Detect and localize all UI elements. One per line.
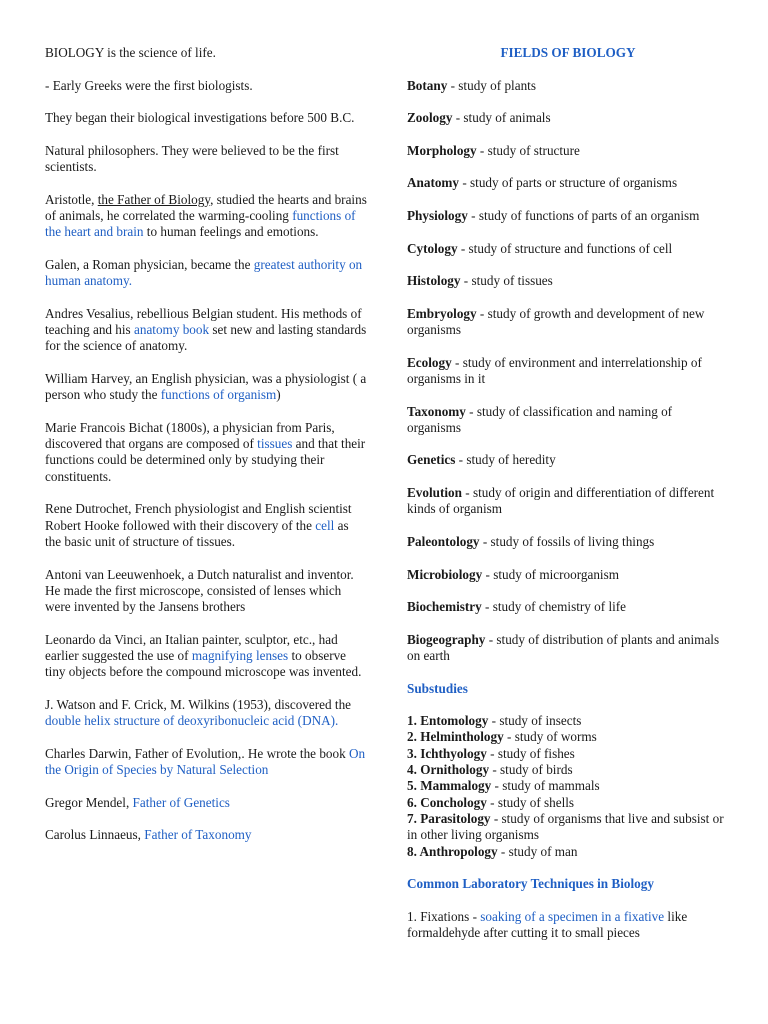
substudy-description: - study of birds: [489, 762, 573, 778]
text-run: set new and lasting standards for the science of anatomy.: [45, 322, 367, 354]
field-item: [407, 306, 729, 339]
substudy-term: 4. Ornithology: [407, 762, 490, 778]
bold-term: Rene Dutrochet,: [45, 501, 132, 517]
bold-term: William Harvey: [45, 370, 129, 386]
substudy-description: - study of insects: [488, 713, 582, 729]
substudy-description: - study of man: [497, 843, 578, 859]
field-description: - study of functions of parts of an organism: [467, 207, 700, 223]
text-run: , a Dutch naturalist and inventor. He made the first microscope, consisted of lenses which were invented by the Jansens brothers: [45, 566, 354, 615]
field-description: - study of microorganism: [482, 566, 619, 582]
field-term: Microbiology: [407, 566, 483, 582]
substudy-item: [407, 844, 729, 860]
text-run: , rebellious Belgian student. His methods of teaching and his: [45, 305, 362, 338]
highlight-text: tissues: [257, 436, 293, 452]
highlight-text: functions of organism: [160, 387, 277, 403]
field-term: Histology: [407, 273, 461, 289]
history-paragraph: [45, 827, 367, 843]
history-paragraph: [45, 78, 367, 94]
field-description: - study of heredity: [455, 452, 556, 468]
technique-item: [407, 909, 729, 942]
text-run: discovered the: [271, 696, 352, 712]
field-item: [407, 175, 729, 191]
field-item: [407, 110, 729, 126]
substudy-description: - study of worms: [503, 729, 597, 745]
text-run: like formaldehyde after cutting it to small pieces: [407, 908, 688, 941]
text-run: ,: [125, 794, 133, 810]
text-run: (1800s), a physician from Paris, discovered that organs are composed of: [45, 419, 335, 452]
text-run: an Italian painter, sculptor, etc., had earlier suggested the use of: [45, 631, 338, 663]
field-term: Paleontology: [407, 533, 480, 549]
field-term: Evolution: [407, 485, 462, 501]
highlight-text: anatomy book: [134, 322, 210, 338]
field-item: [407, 534, 729, 550]
history-paragraph: [45, 257, 367, 290]
field-item: [407, 355, 729, 388]
field-description: - study of classification and naming of organisms: [407, 403, 673, 435]
bold-term: Leonardo da Vinci,: [45, 631, 147, 647]
field-term: Embryology: [407, 305, 477, 321]
substudy-description: - study of organisms that live and subsist or in other living organisms: [407, 810, 724, 843]
field-term: Anatomy: [407, 175, 460, 191]
history-paragraph: [45, 192, 367, 241]
field-term: Biochemistry: [407, 599, 482, 615]
field-item: [407, 273, 729, 289]
history-paragraph: [45, 110, 367, 126]
substudies-heading: Substudies: [407, 680, 468, 696]
highlight-text: Father of Taxonomy: [144, 827, 252, 843]
bold-term: Robert Hooke: [45, 517, 120, 533]
field-term: Physiology: [407, 207, 468, 223]
substudies-list: [407, 713, 729, 860]
field-item: [407, 567, 729, 583]
field-term: Taxonomy: [407, 403, 466, 419]
text-run: followed with their discovery of the: [119, 517, 316, 533]
bold-term: Gregor Mendel: [45, 794, 126, 810]
highlight-text: Father of Genetics: [132, 794, 230, 810]
field-item: [407, 632, 729, 665]
field-term: Ecology: [407, 354, 452, 370]
field-description: - study of origin and differentiation of different kinds of organism: [407, 485, 715, 517]
text-run: -: [469, 908, 481, 924]
field-description: - study of structure: [476, 142, 580, 158]
text-run: , an English physician, was a physiologist ( a person who study the: [45, 370, 367, 403]
history-paragraph: [45, 567, 367, 616]
highlight-text: magnifying lenses: [191, 647, 289, 663]
field-item: [407, 599, 729, 615]
field-item: [407, 241, 729, 257]
bold-term: Andres Vesalius: [45, 305, 131, 321]
field-description: - study of chemistry of life: [481, 599, 627, 615]
substudy-term: 8. Anthropology: [407, 843, 498, 859]
field-term: Botany: [407, 77, 448, 93]
bold-term: J. Watson and F. Crick, M. Wilkins (1953),: [45, 696, 272, 712]
substudy-term: 2. Helminthology: [407, 729, 504, 745]
bold-term: BIOLOGY: [45, 45, 104, 60]
substudy-term: 5. Mammalogy: [407, 778, 492, 794]
left-column: [45, 45, 367, 860]
bold-term: Marie Francois Bichat: [45, 419, 163, 435]
field-term: Cytology: [407, 240, 458, 256]
text-run: - Early Greeks were the first biologists.: [45, 77, 253, 93]
substudy-description: - study of shells: [486, 794, 575, 810]
field-item: [407, 78, 729, 94]
text-run: They began their biological investigations before 500 B.C.: [45, 110, 355, 126]
text-run: the Father of Biology,: [97, 191, 214, 207]
bold-term: Aristotle,: [45, 191, 95, 207]
field-item: [407, 452, 729, 468]
substudy-term: 3. Ichthyology: [407, 745, 487, 761]
text-run: studied the hearts and brains of animals, he correlated the warming-cooling: [45, 191, 367, 223]
field-description: - study of growth and development of new organisms: [407, 305, 705, 338]
substudy-item: [407, 795, 729, 811]
bold-term: Charles Darwin,: [45, 745, 132, 761]
techniques-list: [407, 909, 729, 942]
text-run: to observe tiny objects before the compound microscope was invented.: [45, 647, 362, 680]
history-paragraph: [45, 306, 367, 355]
substudy-item: [407, 762, 729, 778]
fields-list: [407, 78, 729, 665]
substudy-item: [407, 713, 729, 729]
history-paragraph: [45, 697, 367, 730]
field-description: - study of environment and interrelationship of organisms in it: [407, 354, 702, 386]
techniques-heading: Common Laboratory Techniques in Biology: [407, 876, 654, 892]
fields-heading: FIELDS OF BIOLOGY: [500, 45, 636, 60]
highlight-text: On the Origin of Species by Natural Selection: [45, 745, 366, 778]
substudy-term: 1. Entomology: [407, 713, 489, 729]
highlight-text: soaking of a specimen in a fixative: [480, 908, 665, 924]
history-paragraph: [45, 501, 367, 550]
history-paragraph: [45, 795, 367, 811]
field-item: [407, 404, 729, 437]
text-run: ,: [137, 827, 145, 843]
field-term: Biogeography: [407, 631, 486, 647]
field-item: [407, 208, 729, 224]
text-run: ): [276, 387, 281, 403]
history-paragraph: [45, 632, 367, 681]
substudy-item: [407, 811, 729, 844]
field-description: - study of fossils of living things: [479, 533, 655, 549]
history-paragraph: [45, 45, 367, 61]
field-item: [407, 143, 729, 159]
text-run: as the basic unit of structure of tissues.: [45, 517, 349, 549]
field-description: - study of structure and functions of cell: [457, 240, 673, 256]
right-column: [407, 45, 729, 958]
history-paragraph: [45, 420, 367, 485]
history-paragraph: [45, 143, 367, 176]
text-run: is the science of life.: [103, 45, 216, 60]
text-run: French physiologist and English scientist: [131, 501, 352, 517]
field-description: - study of plants: [447, 77, 536, 93]
field-term: Genetics: [407, 452, 456, 468]
field-description: - study of distribution of plants and animals on earth: [407, 631, 720, 663]
bold-term: Carolus Linnaeus: [45, 827, 138, 843]
highlight-text: cell: [315, 517, 335, 533]
history-paragraph: [45, 746, 367, 779]
history-paragraph: [45, 371, 367, 404]
substudy-term: 6. Conchology: [407, 794, 487, 810]
substudy-item: [407, 746, 729, 762]
field-term: Zoology: [407, 110, 453, 126]
field-item: [407, 485, 729, 518]
text-run: to human feelings and emotions.: [143, 224, 319, 240]
text-run: Natural philosophers. They were believed to be the first scientists.: [45, 142, 339, 175]
substudy-description: - study of mammals: [491, 778, 600, 794]
substudy-term: 7. Parasitology: [407, 810, 491, 826]
text-run: a Roman physician, became the: [79, 256, 254, 272]
substudy-item: [407, 729, 729, 745]
text-run: and that their functions could be determined only by studying their constituents.: [45, 436, 366, 484]
field-description: - study of tissues: [460, 273, 553, 289]
bold-term: Antoni van Leeuwenhoek: [45, 566, 182, 582]
substudy-description: - study of fishes: [486, 745, 575, 761]
highlight-text: greatest authority on human anatomy.: [45, 256, 363, 289]
bold-term: Galen,: [45, 256, 80, 272]
field-description: - study of parts or structure of organisms: [459, 175, 678, 191]
bold-term: 1. Fixations: [407, 908, 470, 924]
highlight-text: functions of the heart and brain: [45, 207, 356, 240]
text-run: Father of Evolution,. He wrote the book: [131, 745, 349, 761]
field-term: Morphology: [407, 142, 477, 158]
highlight-text: double helix structure of deoxyribonucleic acid (DNA).: [45, 713, 339, 729]
substudy-item: [407, 778, 729, 794]
field-description: - study of animals: [452, 110, 551, 126]
